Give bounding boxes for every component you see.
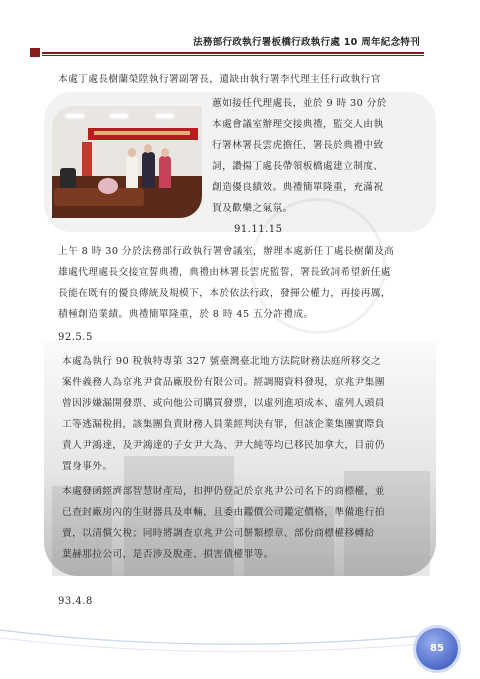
header-rule-thin — [42, 55, 424, 56]
text-line: 雄處代理處長交接宣誓典禮，典禮由林署長雲虎監誓，署長致詞希望新任處 — [58, 267, 391, 278]
text-line: 本處為執行 90 稅執特專第 327 號臺灣臺北地方法院財務法庭所移交之 — [62, 356, 382, 367]
intro-line: 本處丁處長樹蘭榮陞執行署副署長，遺缺由執行署李代理主任行政執行官 — [58, 74, 381, 85]
text-line: 上午 8 時 30 分於法務部行政執行署會議室，辦理本處新任丁處長樹蘭及高 — [58, 246, 395, 257]
text-line: 葉赫那拉公司，是否涉及脫產、損害債權罪等。 — [62, 549, 274, 560]
text-line: 長能在既有的優良傳統及規模下，本於依法行政，發揮公權力，再接再厲， — [58, 288, 391, 299]
footer-swoosh — [0, 600, 480, 679]
text-line: 創造優良績效。典禮簡單隆重，充滿祝 — [212, 182, 384, 193]
header-marker — [30, 48, 40, 57]
text-line: 賣，以清償欠稅；同時將調查京兆尹公司餅類標章、部份商標權移轉給 — [62, 528, 375, 539]
text-line: 賀及歡樂之氣氛。 — [212, 203, 293, 214]
date-heading: 92.5.5 — [58, 332, 93, 343]
text-line: 本處會議室辦理交接典禮，監交人由執 — [212, 119, 384, 130]
date-heading: 93.4.8 — [58, 596, 93, 607]
text-line: 蕙如接任代理處長，並於 9 時 30 分於 — [212, 98, 387, 109]
page-number: 85 — [430, 643, 444, 654]
header-rule — [42, 52, 424, 54]
text-line: 本處發函經濟部智慧財產局，扣押仍登記於京兆尹公司名下的商標權，並 — [62, 486, 385, 497]
text-line: 已查封廠房內的生財器具及車輛，且委由鑑價公司鑑定價格，準備進行拍 — [62, 507, 385, 518]
running-header-title: 法務部行政執行署板橋行政執行處 10 周年紀念特刊 — [193, 37, 420, 48]
text-line: 案件義務人為京兆尹食品廠股份有限公司。經調閱資料發現，京兆尹集團 — [62, 377, 385, 388]
text-line: 行署林署長雲虎擔任，署長於典禮中致 — [212, 140, 384, 151]
text-line: 責人尹鴻達，及尹鴻達的子女尹大為、尹大純等均已移民加拿大，目前仍 — [62, 440, 385, 451]
text-line: 置身事外。 — [62, 461, 113, 472]
page-number-badge — [416, 628, 458, 670]
text-line: 詞，讚揚丁處長帶領板橋處建立制度、 — [212, 161, 384, 172]
ceremony-photo — [52, 106, 202, 218]
text-line: 積極創造業績。典禮簡單隆重，於 8 時 45 五分許禮成。 — [58, 309, 314, 320]
text-line: 曾因涉嫌漏開發票、或向他公司購買發票，以虛列進項成本、虛列人頭員 — [62, 398, 385, 409]
text-line: 工等逃漏稅捐，該集團負責財務人員業經判決有罪，但該企業集團實際負 — [62, 419, 385, 430]
date-heading: 91.11.15 — [234, 224, 283, 235]
